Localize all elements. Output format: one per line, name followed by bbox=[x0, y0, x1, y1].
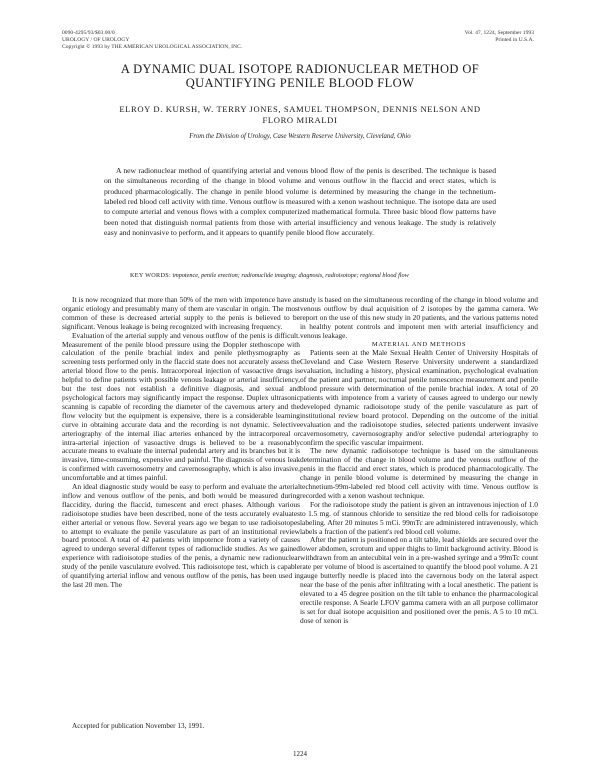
page-number: 1224 bbox=[293, 750, 307, 758]
body-paragraph: The new dynamic radioisotope technique is based on the simultaneous determination of the change in blood volume and the venous outflow of the penis in the flaccid and erect states, which is produced pharmacologically. The change in penile blood volume is determined by measuring the change in technetium-99m-labeled red blood cell activity with time. Venous outflow is recorded with a xenon washout technique. bbox=[300, 446, 538, 500]
section-heading: MATERIAL AND METHODS bbox=[371, 340, 467, 348]
header-line: Printed in U.S.A. bbox=[495, 37, 534, 43]
header-line: Copyright © 1993 by THE AMERICAN UROLOGICAL ASSOCIATION, INC. bbox=[62, 44, 243, 50]
article-title bbox=[60, 62, 540, 90]
body-paragraph: Patients seen at the Male Sexual Health Center of University Hospitals of Cleveland and Case Western Reserve University underwent a standardized evaluation, including a history, physical examination, psychological evaluation of the patient and partner, nocturnal penile tumescence measurement and penile blood pressure with determination of the penile brachial index. A total of 20 patients with impotence from a variety of causes agreed to undergo our newly developed dynamic radioisotope study of the penile vasculature as part of institutional review board protocol. Depending on the outcome of the initial evaluation and the radioisotope studies, selected patients underwent invasive cavernosometry, cavernosography and/or selective pudendal arteriography to confirm the specific vascular impairment. bbox=[300, 348, 538, 447]
keywords-text: impotence, penile erection; radionuclide imaging; diagnosis, radioisotope; regional blood flow bbox=[172, 272, 409, 279]
keywords-label: KEY WORDS: bbox=[130, 272, 171, 279]
body-paragraph: It is now recognized that more than 50% of the men with impotence have an organic etiology and presumably many of them are vascular in origin. The most common of these is decreased arterial supply to the penis is believed to be significant. Venous leakage is being recognized with increasing frequency. bbox=[62, 295, 300, 331]
body-paragraph: An ideal diagnostic study would be easy to perform and evaluate the arterial inflow and venous outflow of the penis, and both would be measured during flaccidity, during the flaccid, tumescent and erect phases. Although various radioisotope studies have been described, none of the tests accurately evaluates either arterial or venous flow. Several years ago we began to use radioisotopes to attempt to evaluate the penile vasculature as part of an institutional review board protocol. A total of 42 patients with impotence from a variety of causes agreed to undergo several different types of radionuclide studies. As we gained experience with radioisotope studies of the penis, a dynamic new radionuclear study of the penile vasculature evolved. This radioisotope test, which is capable of quantifying arterial inflow and venous outflow of the penis, has been used in the last 20 men. The bbox=[62, 482, 300, 589]
title-line: A DYNAMIC DUAL ISOTOPE RADIONUCLEAR METHOD OF bbox=[120, 62, 480, 76]
author-list bbox=[60, 104, 540, 126]
journal-header-left bbox=[62, 30, 282, 51]
keywords bbox=[130, 272, 530, 280]
header-line: 0090-4295/93/$03.00/0 bbox=[62, 30, 115, 36]
body-paragraph: For the radioisotope study the patient is given an intravenous injection of 1.0 to 1.5 mg. of stannous chloride to sensitize the red blood cells for radioisotope labeling. After 20 minutes 5 mCi. 99mTc are administered intravenously, which labels a fraction of the patient's red blood cell volume. bbox=[300, 499, 538, 536]
affiliation: From the Division of Urology, Case Western Reserve University, Cleveland, Ohio bbox=[189, 133, 411, 140]
body-column-left bbox=[62, 296, 300, 590]
body-paragraph: After the patient is positioned on a tilt table, lead shields are secured over the lower abdomen, scrotum and upper thighs to limit background activity. Blood is withdrawn from an antecubital vein in a pre-washed syringe and a 99mTc count rate per volume of blood is ascertained to quantify the blood pool volume. A 21 gauge butterfly needle is placed into the cavernous body on the lateral aspect near the base of the penis after infiltrating with a local anesthetic. The patient is elevated to a 45 degree position on the tilt table to enhance the pharmacological erectile response. A Searle LFOV gamma camera with an all purpose collimator is set for dual isotope acquisition and positioned over the penis. A 5 to 10 mCi. dose of xenon is bbox=[300, 535, 539, 625]
header-line: Vol. 47, 1224, September 1993 bbox=[464, 30, 534, 36]
authors-line: ELROY D. KURSH, W. TERRY JONES, SAMUEL THOMPSON, DENNIS NELSON AND bbox=[119, 104, 481, 114]
authors-line: FLORO MIRALDI bbox=[262, 115, 338, 125]
body-paragraph: Evaluation of the arterial supply and venous outflow of the penis is difficult. Measurement of the penile blood pressure using the Doppler stethoscope with calculation of the penile brachial index and penile plethysmography as screening tests performed only in the flaccid state does not accurately assess the arterial blood flow to the penis. Intracorporeal injection of vasoactive drugs is helpful to define patients with possible venous leakage or arterial insufficiency, but the test does not establish a definitive diagnosis, and sexual and psychological factors may significantly impact the response. Duplex ultrasonic scanning is capable of recording the diameter of the cavernous artery and the flow velocity but the equipment is expensive, there is a considerable learning curve in obtaining accurate data and the recording is not dynamic. Selective arteriography of the internal iliac arteries enhanced by the intracorporeal or intra-arterial injection of vasoactive drugs is believed to be a reasonably accurate means to evaluate the internal pudendal artery and its branches but it is invasive, time-consuming, expensive and painful. The diagnosis of venous leak is confirmed with cavernosometry and cavernosography, which is also invasive, uncomfortable and at times painful. bbox=[62, 330, 300, 483]
body-column-right bbox=[300, 296, 538, 626]
accepted-date: Accepted for publication November 13, 1991. bbox=[72, 722, 205, 730]
journal-header-right bbox=[374, 30, 534, 44]
title-line: QUANTIFYING PENILE BLOOD FLOW bbox=[185, 76, 415, 90]
body-paragraph: study is based on the simultaneous recording of the change in blood volume and venous outflow by dual acquisition of 2 isotopes by the gamma camera. We report on the use of this new study in 20 patients, and the various patterns noted in healthy potent controls and impotent men with arterial insufficiency and venous leakage. bbox=[300, 295, 538, 340]
abstract: A new radionuclear method of quantifying arterial and venous blood flow of the penis is described. The technique is based on the simultaneous recording of the change in blood volume and venous outflow in the flaccid and erect states, which is produced pharmacologically. The change in penile blood volume is determined by measuring the change in the technetium-labeled red blood cell activity with time. Venous outflow is measured with a xenon washout technique. The isotope data are used to compute arterial and venous flows with a complex computerized mathematical formula. Three basic blood flow patterns have been noted that distinguish normal patients from those with arterial insufficiency and venous leakage. The study is relatively easy and noninvasive to perform, and it appears to quantify penile blood flow accurately. bbox=[104, 166, 496, 238]
header-line: UROLOGY / OF UROLOGY bbox=[62, 37, 130, 43]
